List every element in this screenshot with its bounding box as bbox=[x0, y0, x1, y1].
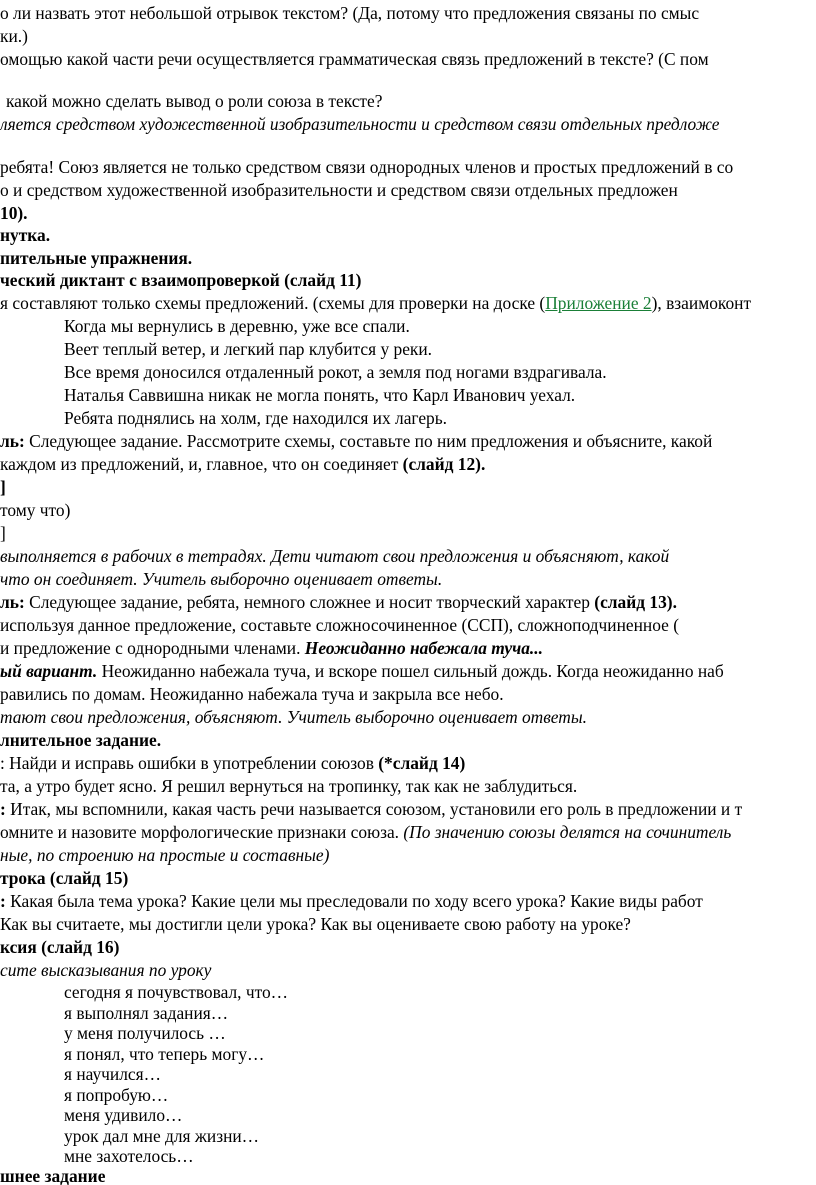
text-line: ки.) bbox=[0, 26, 28, 46]
text-span: Какая была тема урока? Какие цели мы преследовали по ходу всего урока? Какие виды работ bbox=[5, 891, 703, 911]
slide-ref: (*слайд 14) bbox=[378, 753, 466, 773]
section-heading: нутка. bbox=[0, 225, 51, 245]
text-span: ), взаимоконт bbox=[651, 293, 752, 313]
slide-ref: (слайд 13). bbox=[594, 592, 677, 612]
text-line bbox=[0, 821, 816, 843]
variant-label: ый вариант. bbox=[0, 661, 98, 681]
text-span: и предложение с однородными членами. bbox=[0, 638, 305, 658]
text-line bbox=[0, 453, 816, 475]
text-span: каждом из предложений, и, главное, что он соединяет bbox=[0, 454, 403, 474]
text-span: (По значению союзы делятся на сочинитель bbox=[403, 822, 732, 842]
text-line: ребята! Союз является не только средством связи однородных членов и простых предложений в со bbox=[0, 157, 734, 177]
appendix-link[interactable]: Приложение 2 bbox=[545, 293, 652, 313]
dictation-sentence: Когда мы вернулись в деревню, уже все спали. bbox=[64, 316, 410, 336]
speaker-label: : bbox=[0, 799, 6, 819]
dictation-sentence: Наталья Саввишна никак не могла понять, что Карл Иванович уехал. bbox=[64, 385, 576, 405]
section-heading: ксия (слайд 16) bbox=[0, 937, 120, 957]
text-line: тают свои предложения, объясняют. Учитель выборочно оценивает ответы. bbox=[0, 707, 587, 727]
slide-ref: (слайд 12). bbox=[402, 454, 486, 474]
text-line bbox=[0, 798, 816, 820]
reflection-phrase: я понял, что теперь могу… bbox=[64, 1043, 265, 1064]
scheme-line: тому что) bbox=[0, 500, 71, 520]
task-sentence: Неожиданно набежала туча... bbox=[304, 638, 543, 658]
text-line bbox=[0, 292, 816, 314]
text-line bbox=[0, 660, 816, 682]
text-line: сите высказывания по уроку bbox=[0, 960, 212, 980]
speaker-label: ль: bbox=[0, 592, 25, 612]
text-line bbox=[0, 752, 816, 774]
text-span: Итак, мы вспомнили, какая часть речи называется союзом, установили его роль в предложении и т bbox=[5, 799, 743, 819]
text-line: равились по домам. Неожиданно набежала туча и закрыла все небо. bbox=[0, 684, 504, 704]
text-line: ные, по строению на простые и составные) bbox=[0, 845, 330, 865]
dictation-sentence: Ребята поднялись на холм, где находился их лагерь. bbox=[64, 408, 448, 428]
text-line: омощью какой части речи осуществляется грамматическая связь предложений в тексте? (С пом bbox=[0, 49, 709, 69]
text-line bbox=[0, 430, 816, 452]
speaker-label: : bbox=[0, 891, 6, 911]
text-span: Следующее задание, ребята, немного сложнее и носит творческий характер bbox=[24, 592, 595, 612]
text-line: что он соединяет. Учитель выборочно оценивает ответы. bbox=[0, 569, 443, 589]
section-heading: трока (слайд 15) bbox=[0, 868, 129, 888]
reflection-phrase: мне захотелось… bbox=[64, 1146, 194, 1166]
text-line: ляется средством художественной изобразительности и средством связи отдельных предложе bbox=[0, 114, 720, 134]
text-line: та, а утро будет ясно. Я решил вернуться на тропинку, так как не заблудиться. bbox=[0, 776, 578, 796]
section-heading: шнее задание bbox=[0, 1166, 106, 1185]
scheme-line: ] bbox=[0, 523, 6, 543]
reflection-phrase: урок дал мне для жизни… bbox=[64, 1125, 260, 1146]
text-line bbox=[0, 890, 816, 912]
section-heading: пительные упражнения. bbox=[0, 248, 193, 268]
text-line: 10). bbox=[0, 203, 28, 223]
text-line bbox=[0, 637, 816, 659]
text-line bbox=[0, 591, 816, 613]
text-span: : Найди и исправь ошибки в употреблении союзов bbox=[0, 753, 379, 773]
section-heading: лнительное задание. bbox=[0, 730, 162, 750]
reflection-phrase: я попробую… bbox=[64, 1084, 169, 1105]
reflection-phrase: я выполнял задания… bbox=[64, 1002, 229, 1023]
scheme-line: ] bbox=[0, 477, 6, 497]
text-line: используя данное предложение, составьте сложносочиненное (ССП), сложноподчиненное ( bbox=[0, 615, 679, 635]
text-line: выполняется в рабочих в тетрадях. Дети читают свои предложения и объясняют, какой bbox=[0, 546, 670, 566]
reflection-phrase: я научился… bbox=[64, 1064, 162, 1084]
text-span: омните и назовите морфологические признаки союза. bbox=[0, 822, 404, 842]
reflection-phrase: сегодня я почувствовал, что… bbox=[64, 982, 289, 1002]
text-line: какой можно сделать вывод о роли союза в тексте? bbox=[6, 91, 383, 111]
text-line: о и средством художественной изобразительности и средством связи отдельных предложен bbox=[0, 180, 678, 200]
text-span: я составляют только схемы предложений. (схемы для проверки на доске ( bbox=[0, 293, 546, 313]
reflection-phrase: меня удивило… bbox=[64, 1105, 183, 1125]
text-span: Неожиданно набежала туча, и вскоре пошел сильный дождь. Когда неожиданно наб bbox=[97, 661, 724, 681]
text-line: Как вы считаете, мы достигли цели урока? Как вы оцениваете свою работу на уроке? bbox=[0, 914, 631, 934]
speaker-label: ль: bbox=[0, 431, 25, 451]
reflection-phrase: у меня получилось … bbox=[64, 1023, 226, 1043]
text-line: о ли назвать этот небольшой отрывок текстом? (Да, потому что предложения связаны по смыс bbox=[0, 3, 700, 23]
dictation-sentence: Все время доносился отдаленный рокот, а земля под ногами вздрагивала. bbox=[64, 362, 607, 382]
dictation-sentence: Веет теплый ветер, и легкий пар клубится у реки. bbox=[64, 339, 433, 359]
section-heading: ческий диктант с взаимопроверкой (слайд 11) bbox=[0, 270, 362, 290]
text-span: Следующее задание. Рассмотрите схемы, составьте по ним предложения и объясните, какой bbox=[24, 431, 713, 451]
